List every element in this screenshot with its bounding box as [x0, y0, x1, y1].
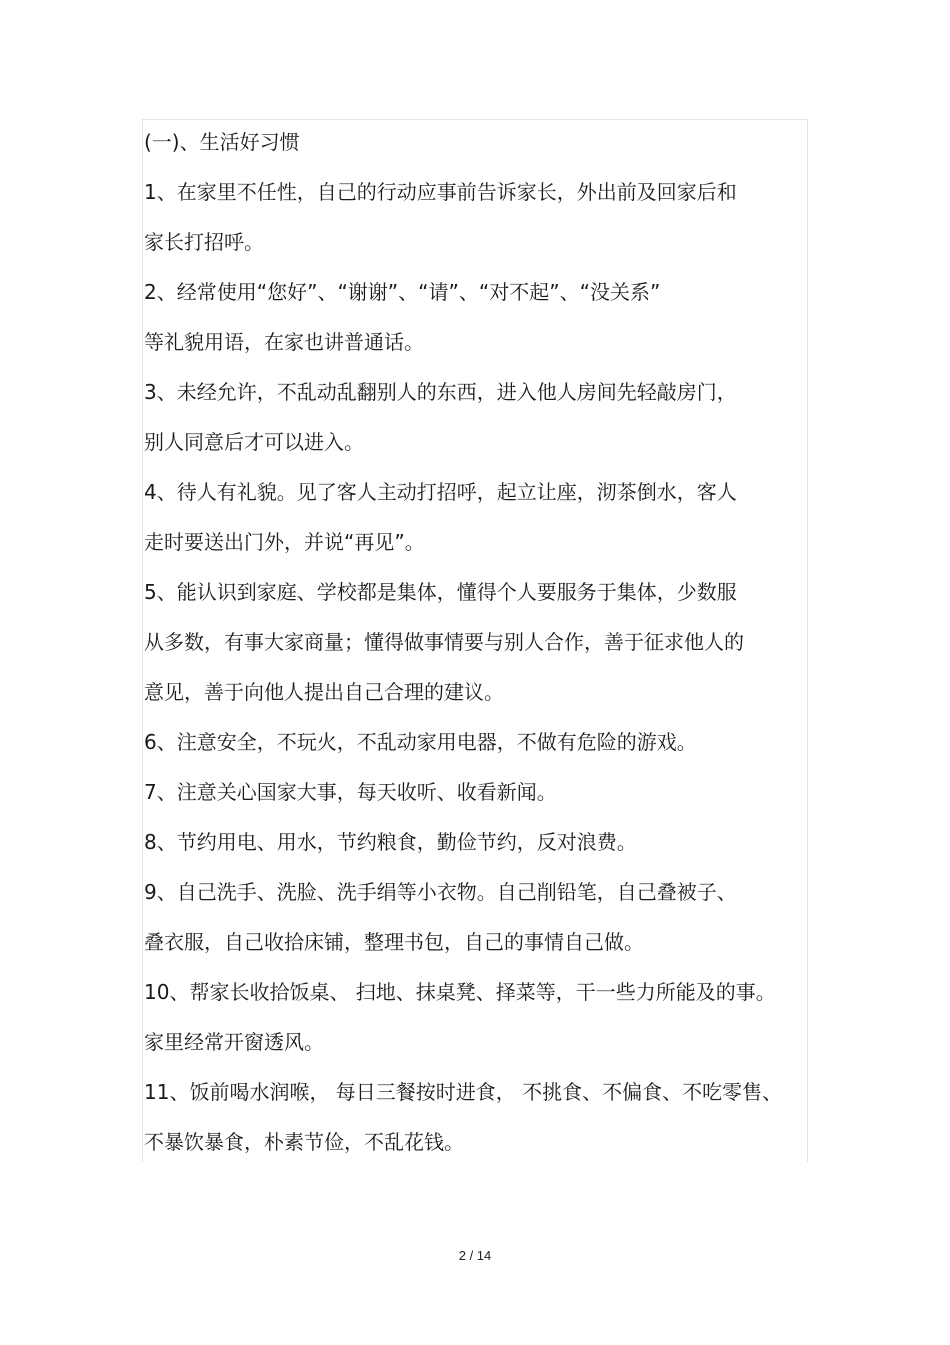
text-line: 家里经常开窗透风。 — [144, 1030, 324, 1054]
text-line: 等礼貌用语，在家也讲普通话。 — [144, 330, 424, 354]
text-line: 2、经常使用“您好”、“谢谢”、“请”、“对不起”、“没关系” — [144, 280, 661, 304]
text-line: 4、待人有礼貌。见了客人主动打招呼，起立让座，沏茶倒水，客人 — [144, 480, 737, 504]
text-line: 别人同意后才可以进入。 — [144, 430, 364, 454]
text-line: 家长打招呼。 — [144, 230, 264, 254]
text-line: 10、帮家长收拾饭桌、 扫地、抹桌凳、择菜等，干一些力所能及的事。 — [144, 980, 776, 1004]
text-line: 叠衣服，自己收拾床铺，整理书包，自己的事情自己做。 — [144, 930, 644, 954]
text-line: 走时要送出门外，并说“再见”。 — [144, 530, 425, 554]
text-line: 6、注意安全，不玩火，不乱动家用电器，不做有危险的游戏。 — [144, 730, 697, 754]
text-line: 3、未经允许，不乱动乱翻别人的东西，进入他人房间先轻敲房门， — [144, 380, 737, 404]
text-line: 5、能认识到家庭、学校都是集体，懂得个人要服务于集体，少数服 — [144, 580, 737, 604]
text-line: 8、节约用电、用水，节约粮食，勤俭节约，反对浪费。 — [144, 830, 637, 854]
text-line: 从多数，有事大家商量；懂得做事情要与别人合作，善于征求他人的 — [144, 630, 744, 654]
text-line: 9、自己洗手、洗脸、洗手绢等小衣物。自己削铅笔，自己叠被子、 — [144, 880, 737, 904]
page-number: 2 / 14 — [458, 1248, 492, 1263]
text-line: 7、注意关心国家大事，每天收听、收看新闻。 — [144, 780, 557, 804]
section-heading: (一)、生活好习惯 — [144, 130, 300, 154]
text-line: 1、在家里不任性，自己的行动应事前告诉家长，外出前及回家后和 — [144, 180, 737, 204]
text-line: 不暴饮暴食，朴素节俭，不乱花钱。 — [144, 1130, 464, 1154]
text-line: 意见，善于向他人提出自己合理的建议。 — [144, 680, 504, 704]
text-line: 11、饭前喝水润喉， 每日三餐按时进食， 不挑食、不偏食、不吃零售、 — [144, 1080, 783, 1104]
document-body — [144, 117, 814, 1167]
